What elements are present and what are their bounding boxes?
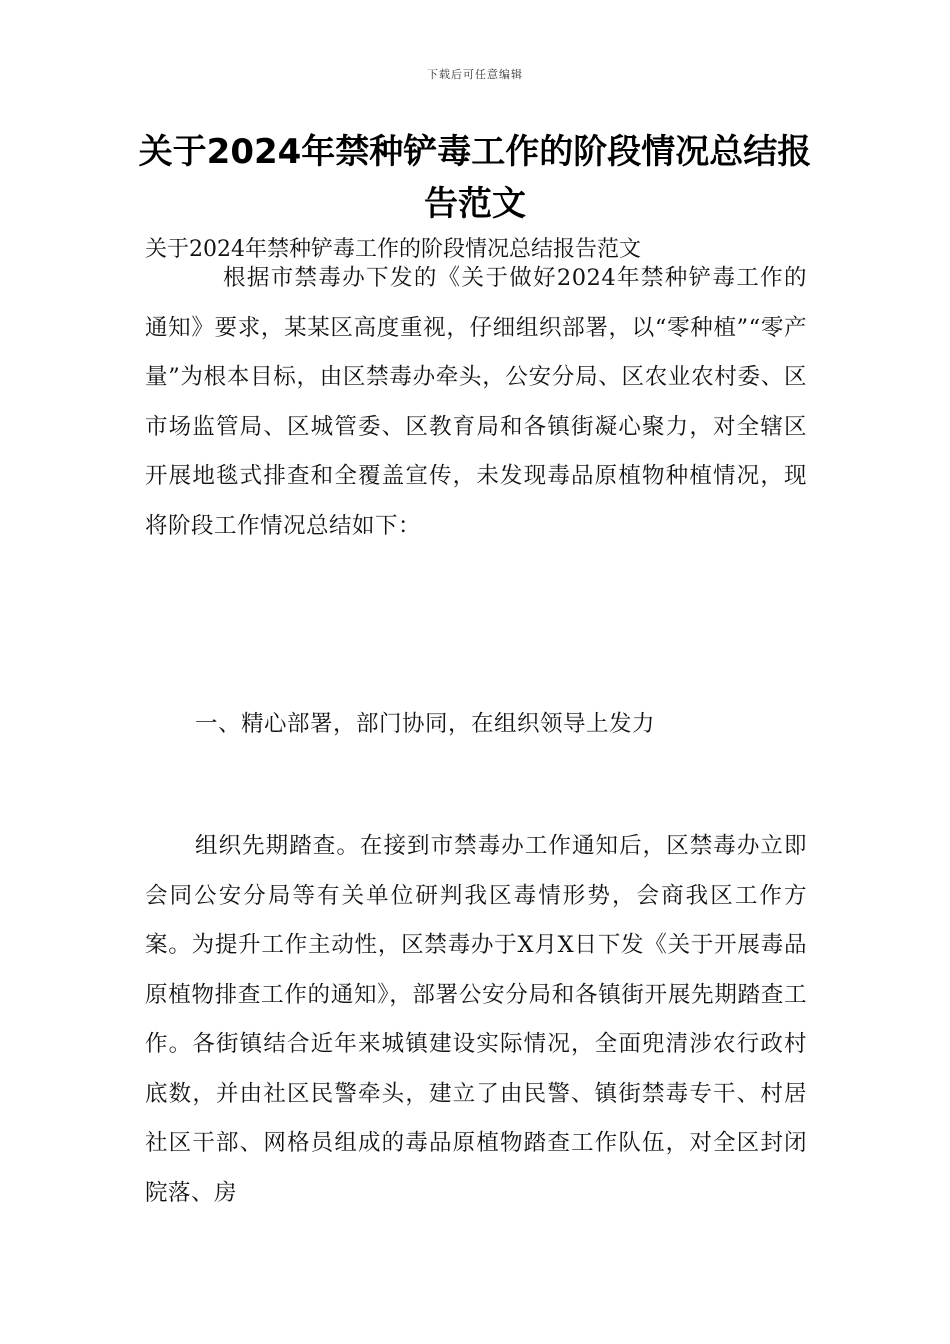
paragraph-body-1: 组织先期踏查。在接到市禁毒办工作通知后，区禁毒办立即会同公安分局等有关单位研判我区毒情形势，会商我区工作方案。为提升工作主动性，区禁毒办于X月X日下发《关于开展毒品原植物排查工作的通知》，部署公安分局和各镇街开展先期踏查工作。各街镇结合近年来城镇建设实际情况，全面兜清涉农行政村底数，并由社区民警牵头，建立了由民警、镇街禁毒专干、村居社区干部、网格员组成的毒品原植物踏查工作队伍，对全区封闭院落、房 xyxy=(145,833,807,1206)
header-note: 下载后可任意编辑 xyxy=(427,68,523,81)
document-title: 关于2024年禁种铲毒工作的阶段情况总结报告范文 xyxy=(138,132,812,224)
document-subtitle: 关于2024年禁种铲毒工作的阶段情况总结报告范文 xyxy=(145,237,641,262)
section-heading-1: 一、精心部署，部门协同，在组织领导上发力 xyxy=(195,711,656,737)
paragraph-intro: 根据市禁毒办下发的《关于做好2024年禁种铲毒工作的通知》要求，某某区高度重视，仔细组织部署，以“零种植”“零产量”为根本目标，由区禁毒办牵头，公安分局、区农业农村委、区市场监管局、区城管委、区教育局和各镇街凝心聚力，对全辖区开展地毯式排查和全覆盖宣传，未发现毒品原植物种植情况，现将阶段工作情况总结如下： xyxy=(145,265,807,539)
